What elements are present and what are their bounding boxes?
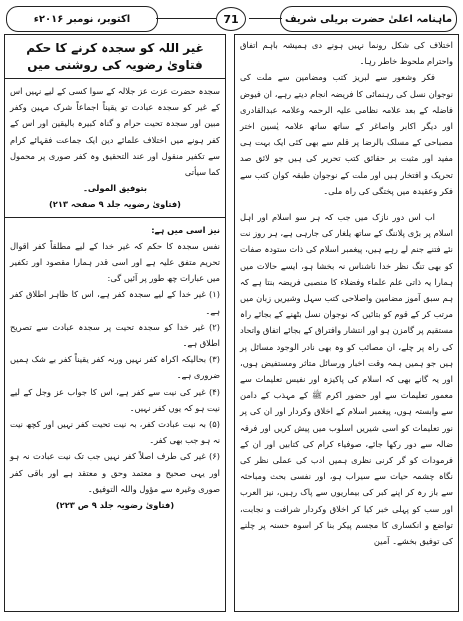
list-item: (۴) غیر کی نیت سے کفر ہے، اس کا جواب عز وجل کے لیے نیت ہو کہ یوں کفر نہیں۔ (10, 386, 220, 413)
header-line-right (249, 18, 282, 19)
list-item: (۶) غیر کی طرف اصلاً کفر نہیں جب تک نیت عبادت نہ ہو اور یہی صحیح و معتمد وحق و معتقد ہے اور باقی کفر صوری وغیرہ سے مؤول واللہ التوفیق۔ (10, 451, 220, 494)
article-title: غیر اللہ کو سجدہ کرنے کا حکم فتاویٰ رضویہ کی روشنی میں (26, 41, 204, 72)
list-item: (۲) غیر خدا کو سجدہ تحیت پر سجدہ عبادت سے تصریح اطلاق ہے۔ (10, 321, 220, 349)
title-divider (5, 78, 225, 79)
list-item: (۱) غیر خدا کے لیے سجدہ کفر ہے، اس کا ظاہر اطلاق کفر ہے۔ (10, 289, 220, 316)
magazine-title: ماہنامہ اعلیٰ حضرت بریلی شریف (280, 6, 457, 32)
subheading: نیز اسی میں ہے: (151, 224, 220, 235)
bitawfiq-text: بتوفیق المولی۔ (83, 183, 147, 194)
header-line-left (156, 18, 216, 19)
reference-1: (فتاویٰ رضویہ جلد ۹ صفحہ ۲۱۳) (49, 199, 181, 210)
section-divider (5, 217, 225, 218)
intro-paragraph: سجدہ حضرت عزت عز جلالہ کے سوا کسی کے لیے نہیں اس کے غیر کو سجدہ عبادت تو یقیناً اجماعاً شرک مہین وکفر مبین اور سجدہ تحیت حرام و گناہ کبیرہ بالیقین اور اس کے کفر ہونے میں اختلاف علمائے دین ایک جماعت فقہائے کرام سے تکفیر منقول اور عند التحقیق وہ کفر صوری پر محمول کما سیأتی (10, 86, 220, 178)
list-item: (۳) بحالیکہ اکراہ کفر نہیں ورنہ کفر یقیناً کفر بے شک ہمیں ضروری ہے۔ (10, 354, 220, 381)
left-column (4, 34, 226, 612)
list-item: (۵) بہ نیت عبادت کفر، بہ نیت تحیت کفر نہیں اور کچھ نیت نہ ہو جب بھی کفر۔ (10, 419, 220, 446)
right-paragraph-2: فکر وشعور سے لبریز کتب ومضامین سے ملت کی نوجوان نسل کی رہنمائی کا فریضہ انجام دیتے رہے، ان فیوض فاضلہ کے بعد علامہ نظامی علیہ الرحمہ وعلامہ عبدالقادری اور دیگر اکابر واصاغر کے ساتھ ساتھ علامہ یٰسین اختر مصباحی کے مسلک بالرضا پر قلم سے بھی کئی ایک بہت ہی مفید اور مثبت بر حقائق کتب تحریر کی ہیں جو لائق صد تحریک و افتخار ہیں اور ملت کے نوجوان طبقہ کوان کتب سے فکر وعقیدہ میں پختگی کی راہ ملی۔ (240, 72, 453, 196)
right-paragraph-1: اختلاف کی شکل رونما نہیں ہونے دی ہمیشہ باہم اتفاق واحترام ملحوظ خاطر رہا۔ (240, 40, 453, 67)
page-number: 71 (216, 7, 246, 31)
right-paragraph-3: اب اس دور نازک میں جب کہ ہر سو اسلام اور اہل اسلام پر بڑی پلاننگ کے ساتھ یلغار کی جارہی ہے، ہر روز نت نئے فتنے جنم لے رہے ہیں، پیغمبر اسلام کی ذات ستودہ صفات کو بھی تنگ نظر خدا ناشناس نہ بخشا ہو، ایسے حالات میں ہمارا یہ ذاتی علم علماء وفضلاء کا منصبی فریضہ بنتا ہے کہ ہم سبق آموز مضامین واصلاحی کتب سہل وشیریں زبان میں مرتب کر کے قوم کو بتائیں کہ نوجوان نسل بٹھنے کے بجائے راہ مستقیم پر گامزن ہو اور انتشار وافتراق کے بجائے اتفاق واتحاد کی راہ پر چلے، ان مصائب کو وہ بھی نادر الوجود مسائل پر ہیں جو ہمیں ہمہ وقت اخبار ورسائل متاثر ومستفیض ہوں، اور یہ گانے بھی کہ اسلام کی پاکیزہ اور نفیس تعلیمات سے معمور تعلیمات سے اور حضور اکرم ﷺ کے مہذب کے دامن سے وابستہ ہوں، پیغمبر اسلام کے اخلاق وکردار اور ان کی پر نور تعلیمات کو اسی شیریں اسلوب میں پیش کریں اور فرقہ ضالہ سے دور رکھا جائے، صوفیاء کرام کی کتابیں اور ان کے فرمودات کو گر کرنی نظری ہمیں ادب کی عملی نظر کی نگاہ چشمہ حیات سے سیراب ہو، اور نفسی بحث ومباحثہ سے باز رہ کر اپنے کبر کی بیماریوں سے پاک رہیں، نیز العرب اور سب کو پہلی خبر کیا کر اخلاق وکردار شرافت و نجابت، تواضع و انکساری کا مجسم پیکر بنا کر اسوہ حسنہ پر چلنے کی توفیق بخشے۔ آمین (240, 212, 453, 547)
reference-2: (فتاویٰ رضویہ جلد ۹ ص ۲۲۳) (55, 500, 175, 511)
issue-date: اکتوبر، نومبر ۲۰۱۶ء (6, 6, 158, 32)
right-column (234, 34, 459, 612)
paragraph-2: نفس سجدہ کا حکم کہ غیر خدا کے لیے مطلقاً کفر اقوال تحریم متفق علیہ ہے اور اسی قدر ہمارا مقصود اور تکفیر میں عبارات چھ طور پر آئیں گی: (10, 240, 220, 284)
magazine-page (4, 4, 459, 617)
page-header (4, 4, 459, 32)
